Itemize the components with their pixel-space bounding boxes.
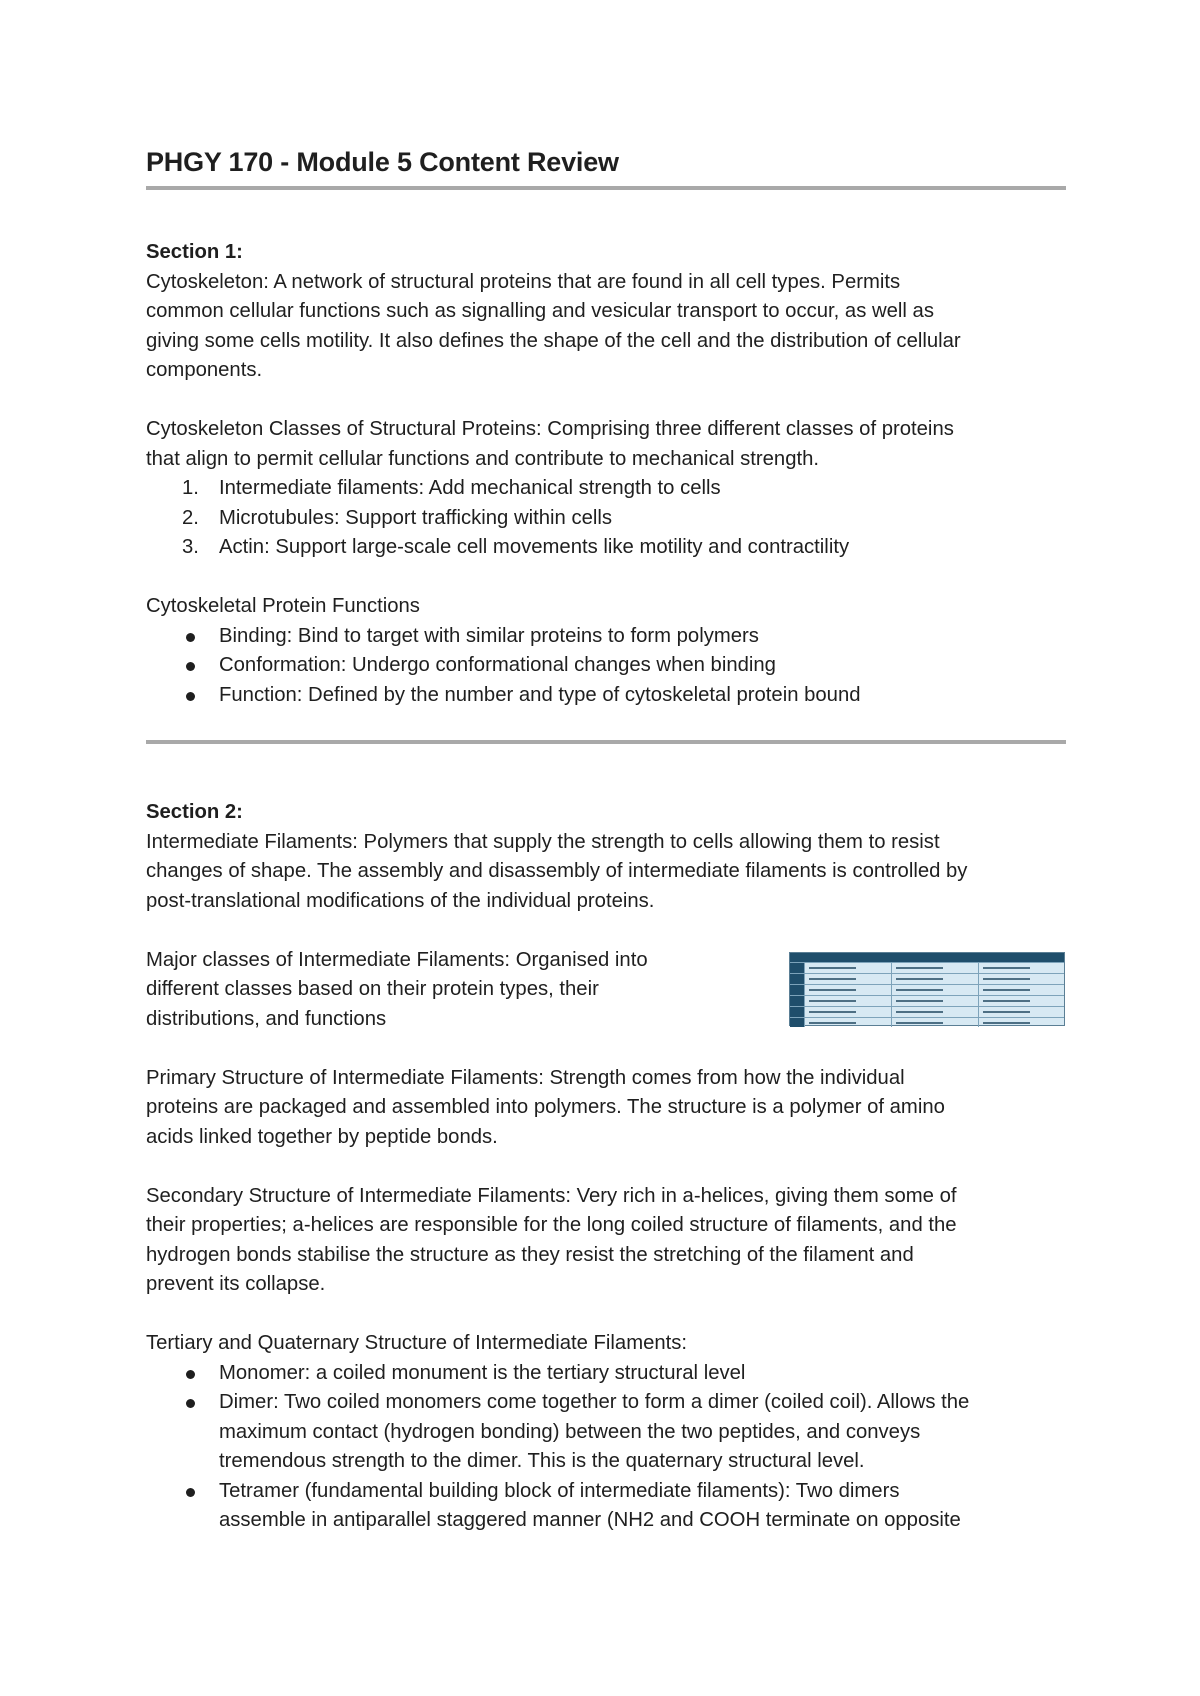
text-line: distributions, and functions bbox=[146, 1007, 387, 1030]
spacer bbox=[146, 1300, 1066, 1330]
text-line: prevent its collapse. bbox=[146, 1273, 326, 1295]
table-row bbox=[790, 1017, 1064, 1027]
document-page bbox=[146, 140, 1066, 1536]
section-1 bbox=[146, 238, 1066, 710]
section-1-heading: Section 1: bbox=[146, 241, 243, 263]
text-line: components. bbox=[146, 359, 263, 381]
text-line: hydrogen bonds stabilise the structure as they resist the stretching of the filament and bbox=[146, 1243, 914, 1266]
text-line: changes of shape. The assembly and disassembly of intermediate filaments is controlled by bbox=[146, 860, 968, 882]
table-row bbox=[790, 1006, 1064, 1017]
table-header bbox=[790, 953, 1064, 962]
spacer bbox=[146, 1034, 1066, 1064]
bullet-icon bbox=[186, 1488, 195, 1497]
text-line: Cytoskeleton: A network of structural proteins that are found in all cell types. Permits bbox=[146, 270, 901, 293]
text-line: giving some cells motility. It also defines the shape of the cell and the distribution of cellular bbox=[146, 329, 961, 352]
list-item-text: Conformation: Undergo conformational changes when binding bbox=[219, 654, 776, 676]
spacer bbox=[146, 1152, 1066, 1182]
functions-heading: Cytoskeletal Protein Functions bbox=[146, 595, 420, 617]
text-line: common cellular functions such as signalling and vesicular transport to occur, as well as bbox=[146, 300, 934, 322]
text-line: Secondary Structure of Intermediate Filaments: Very rich in a-helices, giving them some of bbox=[146, 1184, 957, 1207]
spacer bbox=[146, 916, 1066, 946]
list-item bbox=[146, 1388, 1066, 1477]
intermediate-filament-classes-table-image bbox=[789, 952, 1065, 1026]
spacer bbox=[146, 190, 1066, 238]
classes-list bbox=[146, 474, 1066, 563]
list-item bbox=[146, 651, 1066, 681]
list-item-text: Intermediate filaments: Add mechanical strength to cells bbox=[219, 477, 721, 499]
list-item-text: Microtubules: Support trafficking within cells bbox=[219, 506, 613, 529]
section-2 bbox=[146, 798, 1066, 1536]
bullet-icon bbox=[186, 1370, 195, 1379]
text-line: different classes based on their protein types, their bbox=[146, 978, 599, 1000]
table-row bbox=[790, 962, 1064, 973]
spacer bbox=[146, 744, 1066, 798]
list-number: 3. bbox=[182, 536, 199, 558]
secondary-structure-paragraph bbox=[146, 1182, 1066, 1300]
list-item bbox=[146, 681, 1066, 711]
list-item bbox=[146, 504, 1066, 534]
intermediate-filaments-paragraph bbox=[146, 828, 1066, 917]
structure-levels-list bbox=[146, 1359, 1066, 1536]
list-item bbox=[146, 622, 1066, 652]
list-item bbox=[146, 1477, 1066, 1536]
table-row bbox=[790, 984, 1064, 995]
bullet-icon bbox=[186, 1399, 195, 1408]
classes-paragraph bbox=[146, 415, 1066, 474]
list-number: 1. bbox=[182, 477, 199, 499]
spacer bbox=[146, 563, 1066, 593]
text-line: post-translational modifications of the individual proteins. bbox=[146, 889, 655, 912]
text-line: Primary Structure of Intermediate Filaments: Strength comes from how the individual bbox=[146, 1066, 905, 1089]
list-item-text: Tetramer (fundamental building block of intermediate filaments): Two dimers bbox=[219, 1479, 900, 1502]
major-classes-block bbox=[146, 946, 1066, 1035]
section-2-heading: Section 2: bbox=[146, 801, 243, 823]
spacer bbox=[146, 710, 1066, 740]
list-item-text: Actin: Support large-scale cell movements like motility and contractility bbox=[219, 536, 850, 558]
list-item-text: tremendous strength to the dimer. This is the quaternary structural level. bbox=[219, 1450, 865, 1472]
text-line: Intermediate Filaments: Polymers that supply the strength to cells allowing them to resist bbox=[146, 830, 940, 853]
table-row bbox=[790, 995, 1064, 1006]
list-item-text: maximum contact (hydrogen bonding) between the two peptides, and conveys bbox=[219, 1420, 921, 1443]
list-item-text: assemble in antiparallel staggered manner (NH2 and COOH terminate on opposite bbox=[219, 1509, 961, 1531]
primary-structure-paragraph bbox=[146, 1064, 1066, 1153]
text-line: Cytoskeleton Classes of Structural Proteins: Comprising three different classes of proteins bbox=[146, 418, 954, 440]
bullet-icon bbox=[186, 633, 195, 642]
list-item bbox=[146, 533, 1066, 563]
functions-list bbox=[146, 622, 1066, 711]
major-classes-paragraph bbox=[146, 946, 706, 1035]
spacer bbox=[146, 386, 1066, 416]
list-item bbox=[146, 1359, 1066, 1389]
text-line: proteins are packaged and assembled into polymers. The structure is a polymer of amino bbox=[146, 1096, 945, 1118]
table-row bbox=[790, 973, 1064, 984]
text-line: Major classes of Intermediate Filaments: Organised into bbox=[146, 948, 648, 971]
text-line: acids linked together by peptide bonds. bbox=[146, 1125, 498, 1148]
document-title: PHGY 170 - Module 5 Content Review bbox=[146, 147, 619, 177]
cytoskeleton-paragraph bbox=[146, 268, 1066, 386]
text-line: that align to permit cellular functions and contribute to mechanical strength. bbox=[146, 447, 820, 470]
list-item-text: Monomer: a coiled monument is the tertiary structural level bbox=[219, 1361, 746, 1384]
list-item-text: Function: Defined by the number and type of cytoskeletal protein bound bbox=[219, 683, 861, 706]
text-line: their properties; a-helices are responsible for the long coiled structure of filaments, and the bbox=[146, 1214, 957, 1236]
bullet-icon bbox=[186, 692, 195, 701]
tertiary-heading: Tertiary and Quaternary Structure of Intermediate Filaments: bbox=[146, 1332, 688, 1354]
bullet-icon bbox=[186, 662, 195, 671]
list-item-text: Dimer: Two coiled monomers come together to form a dimer (coiled coil). Allows the bbox=[219, 1391, 970, 1413]
list-item-text: Binding: Bind to target with similar proteins to form polymers bbox=[219, 624, 759, 647]
list-item bbox=[146, 474, 1066, 504]
list-number: 2. bbox=[182, 506, 199, 529]
